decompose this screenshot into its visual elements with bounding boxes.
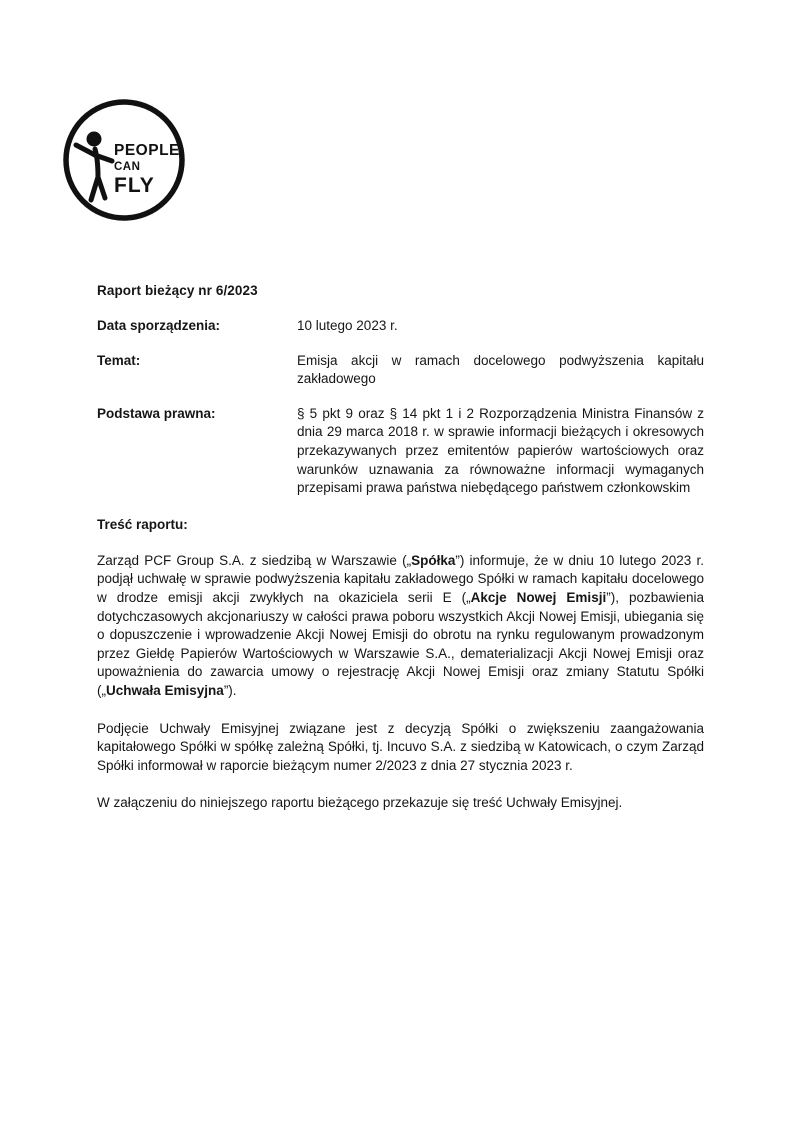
field-value-legal-basis: § 5 pkt 9 oraz § 14 pkt 1 i 2 Rozporządzenia Ministra Finansów z dnia 29 marca 2018 r. w sprawie informacji bieżących i okresowych przekazywanych przez emitentów papierów wartościowych oraz warunków uznawania za równoważne informacji wymaganych przepisami prawa państwa niebędącego państwem członkowskim bbox=[297, 405, 704, 496]
report-title: Raport bieżący nr 6/2023 bbox=[97, 283, 258, 298]
field-row-date bbox=[97, 317, 704, 336]
report-content bbox=[97, 283, 704, 832]
paragraph-1-text: Zarząd PCF Group S.A. z siedzibą w Warszawie („ bbox=[97, 552, 412, 568]
paragraph-2-text: Podjęcie Uchwały Emisyjnej związane jest z decyzją Spółki o zwiększeniu zaangażowania kapitałowego Spółki w spółkę zależną Spółki, tj. Incuvo S.A. z siedzibą w Katowicach, o czym Zarząd Spółki informował w raporcie bieżącym numer 2/2023 z dnia 27 stycznia 2023 r. bbox=[97, 720, 704, 773]
paragraph-2 bbox=[97, 720, 704, 776]
logo-text-fly: FLY bbox=[114, 174, 155, 197]
term-akcje-nowej-emisji: Akcje Nowej Emisji bbox=[470, 589, 607, 605]
field-value-date: 10 lutego 2023 r. bbox=[297, 318, 398, 333]
field-label-date: Data sporządzenia: bbox=[97, 318, 221, 333]
field-label-legal-basis: Podstawa prawna: bbox=[97, 405, 216, 421]
field-row-legal-basis bbox=[97, 405, 704, 498]
logo-circle bbox=[66, 102, 182, 218]
field-row-subject bbox=[97, 352, 704, 389]
logo-text-people: PEOPLE bbox=[114, 142, 180, 159]
paragraph-1-text: ”). bbox=[223, 682, 237, 698]
term-spolka: Spółka bbox=[411, 552, 456, 568]
paragraph-1-text: ”) informuje, że w dniu 10 lutego 2023 r. podjął uchwałę w sprawie podwyższenia kapitału zakładowego Spółki w ramach kapitału docelowego w drodze emisji akcji zwykłych na okaziciela serii E („ bbox=[97, 552, 704, 605]
term-uchwala-emisyjna: Uchwała Emisyjna bbox=[106, 682, 224, 698]
paragraph-1 bbox=[97, 552, 704, 701]
company-logo bbox=[62, 98, 186, 222]
content-heading: Treść raportu: bbox=[97, 516, 188, 532]
paragraph-1-text: ”), pozbawienia dotychczasowych akcjonariuszy w całości prawa poboru wszystkich Akcji Nowej Emisji, ubiegania się o dopuszczenie i wprowadzenie Akcji Nowej Emisji do obrotu na rynku regulowanym prowadzonym przez Giełdę Papierów Wartościowych w Warszawie S.A., dematerializacji Akcji Nowej Emisji oraz upoważnienia do zawarcia umowy o rejestrację Akcji Nowej Emisji oraz zmiany Statutu Spółki („ bbox=[97, 589, 705, 698]
field-value-subject: Emisja akcji w ramach docelowego podwyższenia kapitału zakładowego bbox=[297, 352, 704, 387]
people-can-fly-logo bbox=[62, 98, 186, 222]
paragraph-3 bbox=[97, 794, 704, 813]
paragraph-3-text: W załączeniu do niniejszego raportu bieżącego przekazuje się treść Uchwały Emisyjnej. bbox=[97, 795, 623, 811]
logo-text-can: CAN bbox=[114, 161, 141, 173]
field-label-subject: Temat: bbox=[97, 352, 141, 368]
